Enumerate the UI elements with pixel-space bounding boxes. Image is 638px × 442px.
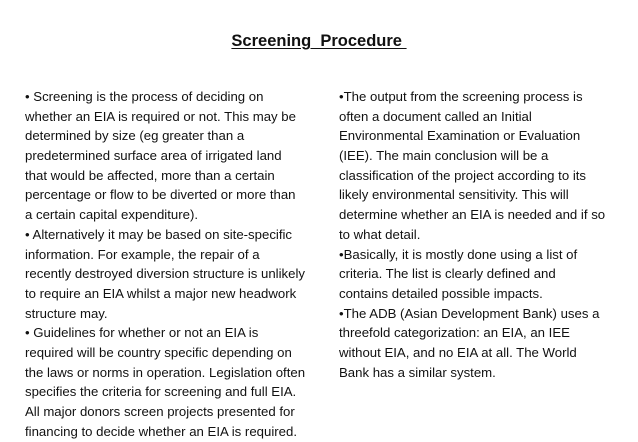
right-line: Environmental Examination or Evaluation: [339, 128, 581, 144]
right-line: •The output from the screening process is: [339, 89, 583, 104]
left-line: information. For example, the repair of a: [25, 246, 260, 262]
right-line: often a document called an Initial: [339, 108, 532, 124]
left-line: predetermined surface area of irrigated land: [25, 148, 282, 164]
right-line: likely environmental sensitivity. This will: [339, 187, 569, 203]
left-line: • Guidelines for whether or not an EIA is: [25, 325, 259, 341]
left-line: • Alternatively it may be based on site-specific: [25, 226, 293, 242]
right-line: classification of the project according to its: [339, 167, 587, 183]
left-line: recently destroyed diversion structure is unlikely: [25, 266, 305, 282]
right-line: •Basically, it is mostly done using a list of: [339, 246, 578, 262]
right-line: to what detail.: [339, 226, 421, 242]
left-line: specifies the criteria for screening and full EIA.: [25, 384, 297, 400]
right-line: criteria. The list is clearly defined and: [339, 266, 556, 282]
left-line: that would be affected, more than a certain: [25, 167, 275, 183]
left-line: a certain capital expenditure).: [25, 207, 199, 223]
left-line: • Screening is the process of deciding on: [25, 89, 264, 104]
right-line: without EIA, and no EIA at all. The World: [339, 344, 577, 360]
slide-title: Screening Procedure: [231, 32, 407, 50]
left-line: determined by size (eg greater than a: [25, 128, 245, 144]
left-line: to require an EIA whilst a major new headwork: [25, 285, 297, 301]
right-line: (IEE). The main conclusion will be a: [339, 148, 549, 164]
left-line: required will be country specific depending on: [25, 344, 292, 360]
right-line: threefold categorization: an EIA, an IEE: [339, 325, 570, 341]
right-column: [339, 87, 624, 382]
left-line: percentage or flow to be diverted or more than: [25, 187, 296, 203]
right-line: contains detailed possible impacts.: [339, 285, 543, 301]
right-line: •The ADB (Asian Development Bank) uses a: [339, 305, 600, 321]
left-line: the laws or norms in operation. Legislation often: [25, 364, 306, 380]
left-column: [25, 87, 325, 441]
left-line: structure may.: [25, 305, 108, 321]
left-line: All major donors screen projects presented for: [25, 404, 295, 419]
left-line: financing to decide whether an EIA is required.: [25, 423, 297, 439]
left-line: whether an EIA is required or not. This may be: [25, 108, 296, 124]
right-line: Bank has a similar system.: [339, 364, 496, 380]
right-line: determine whether an EIA is needed and if so: [339, 207, 606, 223]
